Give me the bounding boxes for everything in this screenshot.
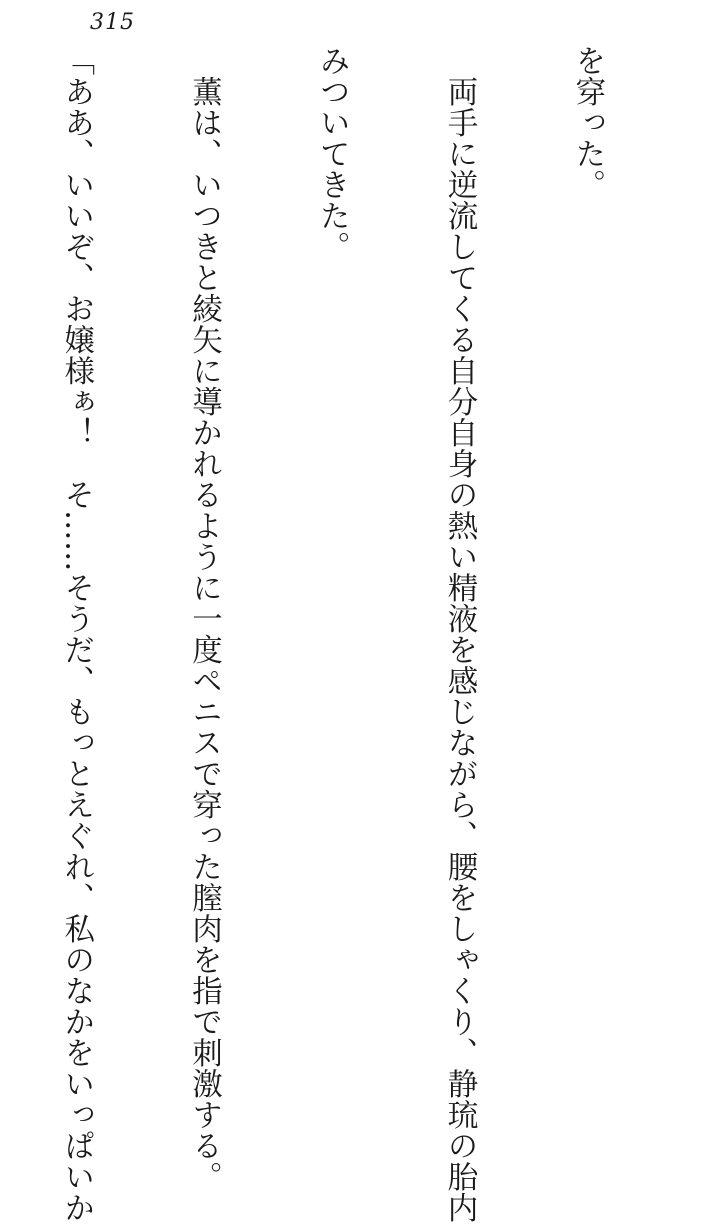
- text-line: みついてきた。: [314, 45, 350, 262]
- text-line: 両手に逆流してくる自分自身の熱い精液を感じながら、腰をしゃくり、静琉の胎内: [442, 45, 478, 1223]
- body-text: [0, 45, 693, 1223]
- text-line: 「ああ、いいぞ、お嬢様ぁ！ そ……そうだ、もっとえぐれ、私のなかをいっぱいか: [58, 45, 94, 1223]
- page-number: 315: [90, 10, 135, 35]
- text-line: 薫は、いつきと綾矢に導かれるように一度ペニスで穿った膣肉を指で刺激する。: [186, 45, 222, 1192]
- text-line: を穿った。: [569, 45, 605, 200]
